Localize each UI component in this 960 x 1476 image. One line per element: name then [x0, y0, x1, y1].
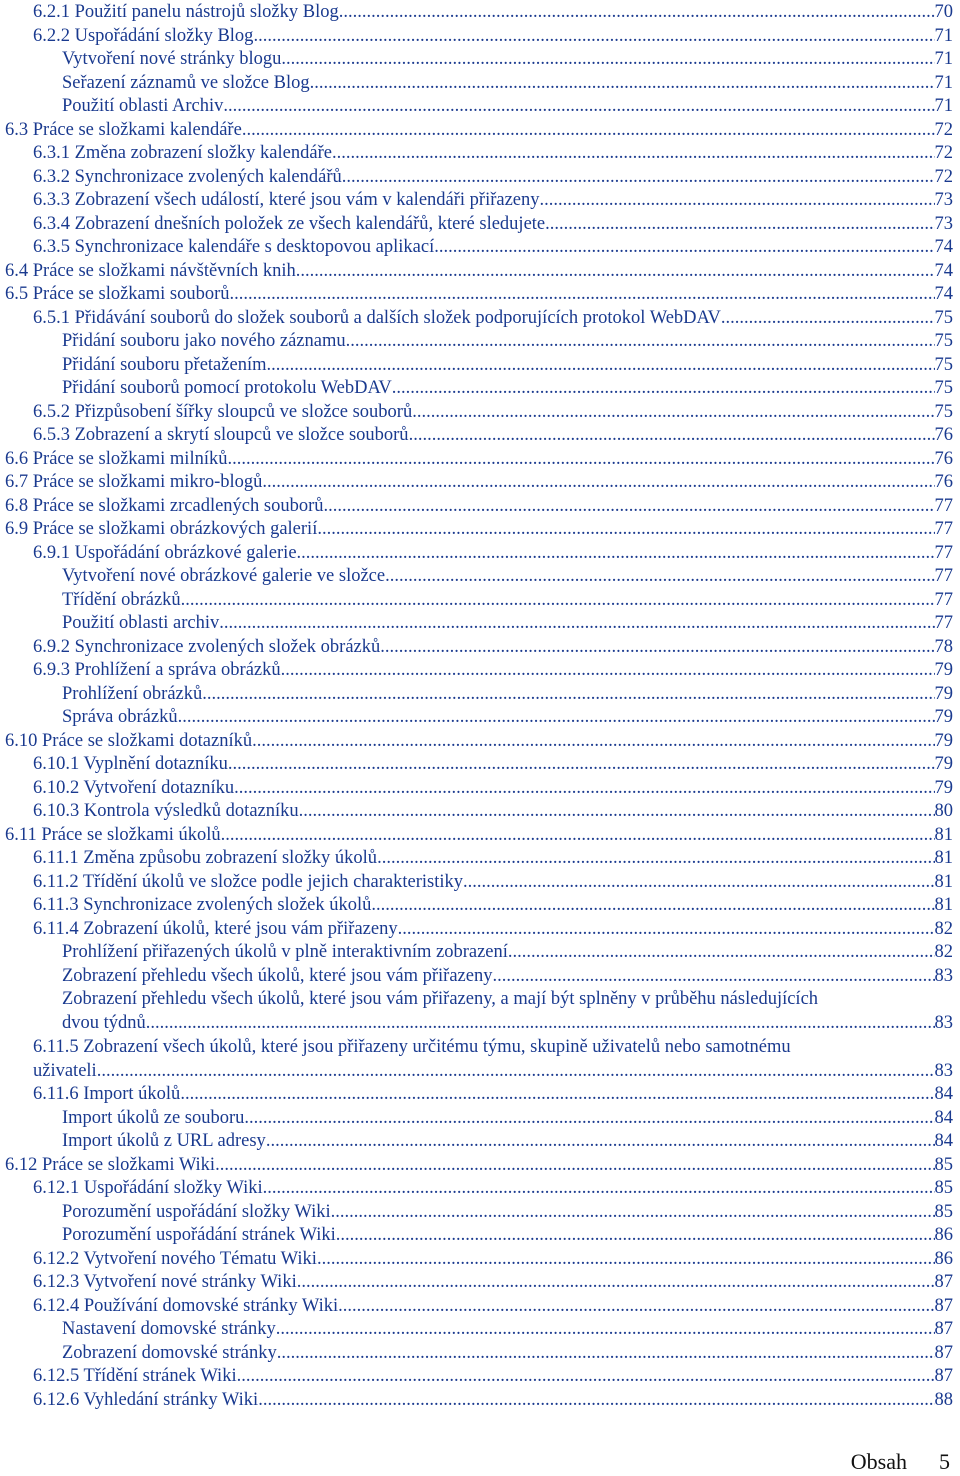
toc-page-number: 78 — [934, 636, 953, 657]
toc-entry-title: 6.6 Práce se složkami milníků — [5, 448, 228, 469]
toc-page-number: 74 — [934, 284, 953, 304]
toc-entry-level-1[interactable] — [0, 423, 960, 447]
toc-entry-title: Třídění obrázků — [62, 589, 181, 610]
toc-entry-title: 6.5 Práce se složkami souborů — [5, 284, 230, 304]
toc-entry-title: 6.5.3 Zobrazení a skrytí sloupců ve složce souborů — [33, 425, 409, 445]
toc-entry-level-1[interactable] — [0, 212, 960, 236]
toc-page-number: 76 — [934, 448, 953, 469]
toc-dot-leader — [331, 1200, 935, 1224]
toc-dot-leader — [180, 1082, 934, 1106]
page-footer — [851, 1448, 950, 1476]
toc-entry-title: Zobrazení domovské stránky — [62, 1342, 277, 1363]
toc-entry-title: 6.11.6 Import úkolů — [33, 1084, 181, 1104]
toc-entry-level-2[interactable] — [0, 588, 960, 612]
toc-page-number: 72 — [934, 166, 953, 187]
toc-dot-leader — [508, 940, 935, 964]
toc-entry-title: Porozumění uspořádání složky Wiki — [62, 1201, 331, 1222]
toc-entry-title: Import úkolů ze souboru — [62, 1107, 245, 1128]
toc-entry-level-1[interactable] — [0, 1388, 960, 1412]
toc-entry-title: 6.4 Práce se složkami návštěvních knih — [5, 260, 296, 281]
toc-page-number: 77 — [934, 519, 953, 539]
toc-entry-title: 6.3.3 Zobrazení všech událostí, které jsou vám v kalendáři přiřazeny — [33, 190, 540, 210]
toc-entry-title: 6.9 Práce se složkami obrázkových galerií — [5, 519, 318, 539]
toc-entry-level-2[interactable] — [0, 611, 960, 635]
toc-entry-level-2[interactable] — [0, 964, 960, 988]
toc-page-number: 75 — [934, 401, 953, 422]
toc-entry-level-1[interactable] — [0, 188, 960, 212]
toc-page-number: 70 — [934, 2, 953, 22]
toc-dot-leader — [346, 329, 935, 353]
toc-page-number: 88 — [934, 1389, 953, 1410]
toc-entry-level-1[interactable] — [0, 306, 960, 330]
toc-dot-leader — [434, 235, 934, 259]
toc-page-number: 74 — [934, 260, 953, 281]
toc-entry-level-2[interactable] — [0, 1317, 960, 1341]
toc-entry-level-2[interactable] — [0, 353, 960, 377]
toc-entry-title: Prohlížení obrázků — [62, 683, 203, 704]
toc-dot-leader — [146, 1011, 935, 1035]
toc-dot-leader — [242, 118, 935, 142]
toc-entry-title: 6.12 Práce se složkami Wiki — [5, 1154, 216, 1175]
toc-entry-title: Přidání souboru jako nového záznamu — [62, 331, 346, 351]
toc-entry-title: 6.12.3 Vytvoření nové stránky Wiki — [33, 1272, 297, 1292]
toc-dot-leader — [310, 71, 935, 95]
toc-page-number: 77 — [934, 589, 953, 610]
toc-page-number: 77 — [934, 542, 953, 563]
toc-entry-title: 6.9.3 Prohlížení a správa obrázků — [33, 660, 281, 680]
toc-page-number: 76 — [934, 472, 953, 492]
toc-dot-leader — [297, 1270, 935, 1294]
toc-page-number: 71 — [934, 72, 953, 93]
toc-entry-title: 6.10 Práce se složkami dotazníků — [5, 730, 253, 751]
toc-page-number: 72 — [934, 119, 953, 140]
toc-dot-leader — [281, 47, 934, 71]
toc-page-number: 83 — [934, 1060, 953, 1081]
toc-entry-title: 6.10.3 Kontrola výsledků dotazníku — [33, 801, 299, 821]
toc-entry-level-2[interactable] — [0, 705, 960, 729]
toc-entry-title-continuation: dvou týdnů — [62, 1013, 146, 1033]
toc-dot-leader — [371, 893, 934, 917]
toc-entry-title: Import úkolů z URL adresy — [62, 1131, 266, 1151]
toc-dot-leader — [221, 823, 935, 847]
toc-page-number: 81 — [934, 871, 953, 892]
toc-dot-leader — [342, 165, 935, 189]
toc-entry-level-0[interactable] — [0, 823, 960, 847]
toc-entry-level-1[interactable] — [0, 1035, 960, 1083]
toc-page-number: 75 — [934, 378, 953, 398]
toc-page-number: 85 — [934, 1178, 953, 1198]
toc-entry-level-1[interactable] — [0, 870, 960, 894]
toc-entry-level-0[interactable] — [0, 282, 960, 306]
toc-page-number: 87 — [934, 1342, 953, 1363]
toc-dot-leader — [244, 1106, 934, 1130]
toc-entry-level-2[interactable] — [0, 564, 960, 588]
toc-page-number: 87 — [934, 1319, 953, 1339]
toc-entry-level-2[interactable] — [0, 940, 960, 964]
toc-page-number: 79 — [934, 660, 953, 680]
toc-entry-title: 6.11 Práce se složkami úkolů — [5, 824, 221, 845]
toc-page-number: 72 — [934, 143, 953, 163]
toc-dot-leader — [545, 212, 934, 236]
footer-page-number: 5 — [939, 1449, 950, 1474]
toc-entry-title: 6.11.3 Synchronizace zvolených složek úkolů — [33, 895, 372, 915]
toc-entry-level-1[interactable] — [0, 1247, 960, 1271]
toc-entry-level-1[interactable] — [0, 799, 960, 823]
toc-dot-leader — [237, 1364, 935, 1388]
toc-entry-level-1[interactable] — [0, 1082, 960, 1106]
toc-dot-leader — [339, 0, 935, 24]
toc-entry-title: 6.12.4 Používání domovské stránky Wiki — [33, 1295, 339, 1316]
toc-page-number: 85 — [934, 1154, 953, 1175]
toc-dot-leader — [721, 306, 935, 330]
toc-entry-level-2[interactable] — [0, 329, 960, 353]
toc-dot-leader — [227, 447, 934, 471]
toc-dot-leader — [230, 282, 935, 306]
toc-dot-leader — [266, 1129, 935, 1153]
toc-entry-level-2[interactable] — [0, 376, 960, 400]
toc-entry-title: Seřazení záznamů ve složce Blog — [62, 72, 310, 93]
toc-entry-level-0[interactable] — [0, 447, 960, 471]
toc-entry-title: 6.11.2 Třídění úkolů ve složce podle jejich charakteristiky — [33, 871, 463, 892]
toc-page-number: 71 — [934, 49, 953, 69]
toc-entry-level-2[interactable] — [0, 987, 960, 1035]
toc-page-number: 82 — [934, 918, 953, 939]
toc-page-number: 71 — [934, 25, 953, 46]
toc-entry-level-0[interactable] — [0, 1153, 960, 1177]
toc-page-number: 80 — [934, 801, 953, 821]
toc-entry-title: 6.3 Práce se složkami kalendáře — [5, 119, 242, 140]
toc-dot-leader — [392, 376, 935, 400]
toc-dot-leader — [332, 141, 935, 165]
toc-page-number: 79 — [934, 730, 953, 751]
toc-dot-leader — [540, 188, 935, 212]
toc-entry-title: Přidání souboru přetažením — [62, 354, 267, 375]
toc-page-number: 87 — [934, 1366, 953, 1386]
toc-dot-leader — [377, 846, 934, 870]
toc-dot-leader — [263, 1176, 935, 1200]
toc-page-number: 81 — [934, 895, 953, 915]
toc-page-number: 87 — [934, 1295, 953, 1316]
toc-dot-leader — [338, 1294, 934, 1318]
toc-entry-level-1[interactable] — [0, 235, 960, 259]
toc-entry-title: Správa obrázků — [62, 707, 178, 727]
toc-entry-level-0[interactable] — [0, 517, 960, 541]
toc-entry-title: 6.12.1 Uspořádání složky Wiki — [33, 1178, 263, 1198]
toc-entry-title: Prohlížení přiřazených úkolů v plně interaktivním zobrazení — [62, 942, 508, 962]
toc-entry-level-1[interactable] — [0, 752, 960, 776]
toc-entry-level-1[interactable] — [0, 846, 960, 870]
toc-dot-leader — [463, 870, 935, 894]
toc-entry-level-1[interactable] — [0, 1294, 960, 1318]
toc-entry-title: 6.9.2 Synchronizace zvolených složek obrázků — [33, 636, 381, 657]
toc-page-number: 75 — [934, 354, 953, 375]
toc-page-number: 82 — [934, 942, 953, 962]
toc-entry-level-1[interactable] — [0, 0, 960, 24]
toc-entry-level-1[interactable] — [0, 141, 960, 165]
toc-dot-leader — [299, 799, 935, 823]
toc-entry-level-1[interactable] — [0, 400, 960, 424]
toc-page-number: 77 — [934, 495, 953, 516]
toc-dot-leader — [412, 400, 934, 424]
toc-entry-level-1[interactable] — [0, 1364, 960, 1388]
toc-dot-leader — [317, 517, 934, 541]
toc-entry-level-1[interactable] — [0, 893, 960, 917]
toc-entry-title: Použití oblasti archiv — [62, 613, 220, 633]
toc-entry-title: 6.11.4 Zobrazení úkolů, které jsou vám přiřazeny — [33, 918, 398, 939]
toc-entry-title: 6.9.1 Uspořádání obrázkové galerie — [33, 542, 297, 563]
toc-entry-title: 6.3.2 Synchronizace zvolených kalendářů — [33, 166, 342, 187]
toc-dot-leader — [234, 776, 934, 800]
toc-entry-title: 6.5.2 Přizpůsobení šířky sloupců ve složce souborů — [33, 401, 413, 422]
toc-page-number: 77 — [934, 613, 953, 633]
toc-dot-leader — [97, 1059, 935, 1083]
toc-entry-title: 6.2.1 Použití panelu nástrojů složky Blog — [33, 2, 339, 22]
toc-dot-leader — [398, 917, 935, 941]
toc-entry-title: 6.7 Práce se složkami mikro-blogů — [5, 472, 263, 492]
toc-entry-level-1[interactable] — [0, 541, 960, 565]
toc-entry-title: 6.12.2 Vytvoření nového Tématu Wiki — [33, 1248, 317, 1269]
toc-dot-leader — [296, 259, 935, 283]
toc-dot-leader — [380, 635, 934, 659]
toc-page-number: 79 — [934, 707, 953, 727]
toc-entry-level-2[interactable] — [0, 1200, 960, 1224]
toc-dot-leader — [181, 588, 935, 612]
toc-page-number: 86 — [934, 1248, 953, 1269]
toc-entry-title: Přidání souborů pomocí protokolu WebDAV — [62, 378, 392, 398]
toc-entry-title: Použití oblasti Archiv — [62, 96, 224, 116]
toc-entry-level-2[interactable] — [0, 71, 960, 95]
toc-entry-level-2[interactable] — [0, 1223, 960, 1247]
toc-dot-leader — [253, 24, 934, 48]
toc-page-number: 77 — [934, 566, 953, 586]
toc-entry-title: 6.8 Práce se složkami zrcadlených souborů — [5, 495, 324, 516]
toc-entry-level-0[interactable] — [0, 494, 960, 518]
toc-page-number: 73 — [934, 213, 953, 234]
toc-page-number: 79 — [934, 777, 953, 798]
toc-page-number: 84 — [934, 1131, 953, 1151]
toc-entry-title: 6.10.1 Vyplnění dotazníku — [33, 754, 228, 774]
toc-dot-leader — [324, 494, 935, 518]
toc-dot-leader — [276, 1317, 935, 1341]
toc-page-number: 81 — [934, 848, 953, 868]
toc-entry-title: 6.3.5 Synchronizace kalendáře s desktopovou aplikací — [33, 237, 435, 257]
toc-entry-title: 6.12.6 Vyhledání stránky Wiki — [33, 1389, 259, 1410]
toc-entry-level-1[interactable] — [0, 917, 960, 941]
toc-dot-leader — [492, 964, 934, 988]
toc-entry-title: Nastavení domovské stránky — [62, 1319, 276, 1339]
toc-page-number: 87 — [934, 1272, 953, 1292]
toc-dot-leader — [223, 94, 934, 118]
toc-entry-title: Zobrazení přehledu všech úkolů, které jsou vám přiřazeny — [62, 965, 493, 986]
toc-entry-level-1[interactable] — [0, 1270, 960, 1294]
toc-entry-level-2[interactable] — [0, 682, 960, 706]
toc-entry-level-2[interactable] — [0, 1129, 960, 1153]
toc-entry-level-0[interactable] — [0, 259, 960, 283]
footer-section-label: Obsah — [850, 1449, 907, 1474]
toc-dot-leader — [281, 658, 935, 682]
toc-entry-title: 6.3.1 Změna zobrazení složky kalendáře — [33, 143, 332, 163]
toc-dot-leader — [215, 1153, 934, 1177]
toc-dot-leader — [266, 353, 934, 377]
toc-page-number: 75 — [934, 307, 953, 328]
toc-entry-title: 6.11.1 Změna způsobu zobrazení složky úkolů — [33, 848, 378, 868]
toc-entry-title: 6.12.5 Třídění stránek Wiki — [33, 1366, 237, 1386]
toc-page-number: 71 — [934, 96, 953, 116]
toc-entry-level-1[interactable] — [0, 776, 960, 800]
toc-entry-title-continuation: uživateli — [33, 1060, 97, 1081]
toc-entry-title: 6.3.4 Zobrazení dnešních položek ze všech kalendářů, které sledujete — [33, 213, 546, 234]
toc-dot-leader — [262, 470, 934, 494]
toc-entry-level-1[interactable] — [0, 165, 960, 189]
toc-page-number: 86 — [934, 1225, 953, 1245]
toc-page-number: 79 — [934, 754, 953, 774]
toc-dot-leader — [202, 682, 934, 706]
toc-entry-level-1[interactable] — [0, 658, 960, 682]
toc-entry-title: Vytvoření nové stránky blogu — [62, 49, 282, 69]
toc-entry-level-0[interactable] — [0, 729, 960, 753]
toc-dot-leader — [252, 729, 934, 753]
toc-page-number: 84 — [934, 1107, 953, 1128]
toc-page-number: 75 — [934, 331, 953, 351]
toc-page-number: 83 — [934, 1013, 953, 1033]
toc-page-number: 81 — [934, 824, 953, 845]
toc-page-number: 85 — [934, 1201, 953, 1222]
toc-entry-level-2[interactable] — [0, 1106, 960, 1130]
toc-entry-title: Porozumění uspořádání stránek Wiki — [62, 1225, 336, 1245]
toc-dot-leader — [258, 1388, 934, 1412]
toc-page-number: 83 — [934, 965, 953, 986]
toc-dot-leader — [228, 752, 935, 776]
toc-page-number: 73 — [934, 190, 953, 210]
toc-page-number: 84 — [934, 1084, 953, 1104]
toc-entry-title: 6.11.5 Zobrazení všech úkolů, které jsou přiřazeny určitému týmu, skupině uživatelů nebo samotnému — [33, 1036, 791, 1057]
toc-page-number: 76 — [934, 425, 953, 445]
toc-page-number: 79 — [934, 683, 953, 704]
toc-entry-level-1[interactable] — [0, 1176, 960, 1200]
toc-entry-level-0[interactable] — [0, 118, 960, 142]
toc-dot-leader — [409, 423, 935, 447]
toc-dot-leader — [219, 611, 934, 635]
toc-entry-title: Zobrazení přehledu všech úkolů, které jsou vám přiřazeny, a mají být splněny v průběhu následujících — [62, 989, 819, 1009]
toc-entry-level-1[interactable] — [0, 635, 960, 659]
toc-entry-title: 6.5.1 Přidávání souborů do složek souborů a dalších složek podporujících protokol WebDAV — [33, 307, 721, 328]
toc-entry-level-1[interactable] — [0, 24, 960, 48]
toc-entry-level-2[interactable] — [0, 94, 960, 118]
toc-page-number: 74 — [934, 237, 953, 257]
toc-entry-level-0[interactable] — [0, 470, 960, 494]
toc-entry-title: 6.10.2 Vytvoření dotazníku — [33, 777, 235, 798]
toc-entry-level-2[interactable] — [0, 1341, 960, 1365]
toc-dot-leader — [385, 564, 934, 588]
toc-entry-title: 6.2.2 Uspořádání složky Blog — [33, 25, 254, 46]
toc-entry-title: Vytvoření nové obrázkové galerie ve složce — [62, 566, 386, 586]
toc-dot-leader — [317, 1247, 935, 1271]
toc-dot-leader — [178, 705, 935, 729]
toc-dot-leader — [297, 541, 935, 565]
toc-entry-level-2[interactable] — [0, 47, 960, 71]
toc-dot-leader — [277, 1341, 935, 1365]
toc-dot-leader — [336, 1223, 935, 1247]
